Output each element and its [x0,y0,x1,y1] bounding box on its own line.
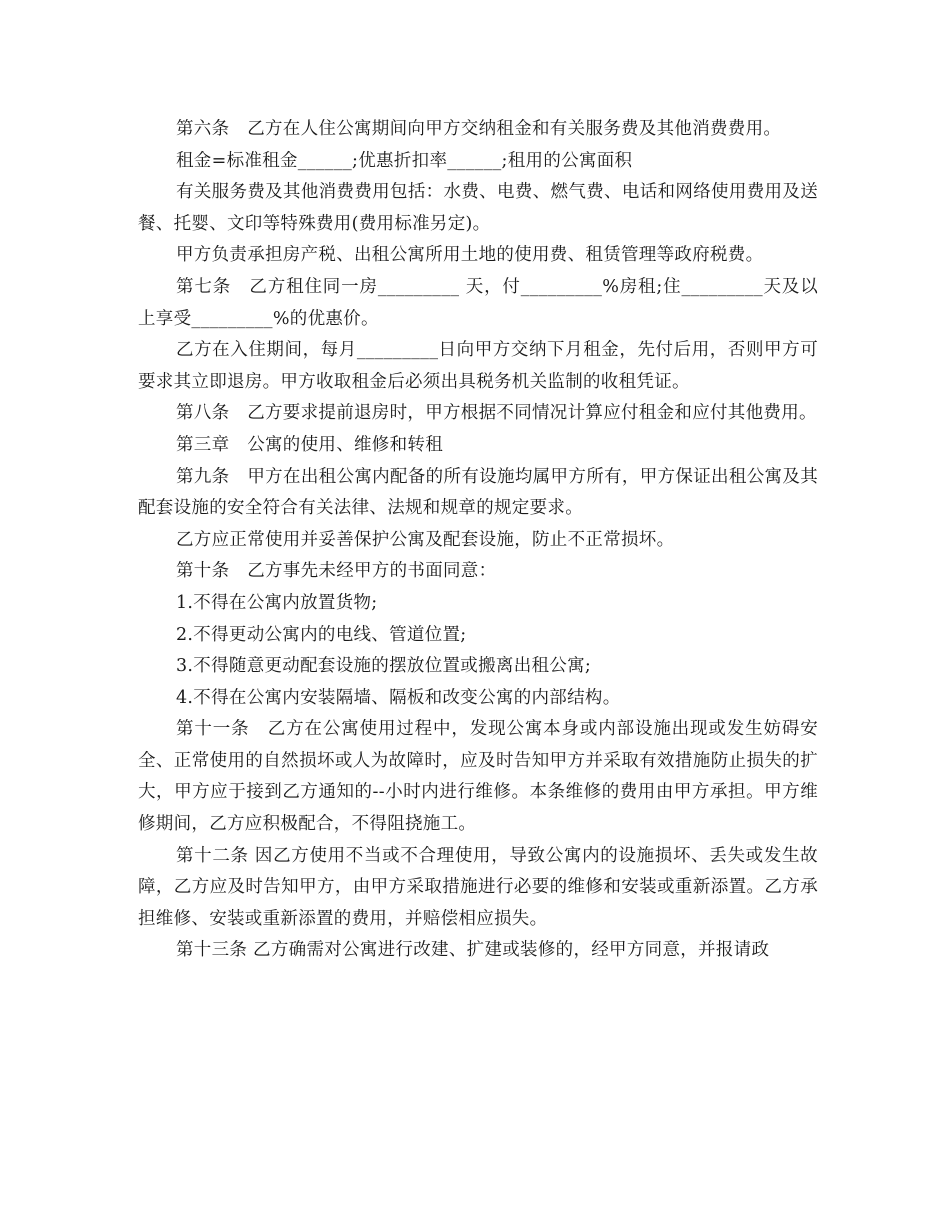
list-item-4: 4.不得在公寓内安装隔墙、隔板和改变公寓的内部结构。 [176,687,621,708]
list-item-3: 3.不得随意更动配套设施的摆放位置或搬离出租公寓; [176,656,592,677]
clause-10: 第十条 乙方事先未经甲方的书面同意： [176,561,497,582]
clause-13: 第十三条 乙方确需对公寓进行改建、扩建或装修的，经甲方同意，并报请政 [176,940,770,961]
clause-11: 第十一条 乙方在公寓使用过程中，发现公寓本身或内部设施出现或发生妨碍安全、正常使用的自然损坏或人为故障时，应及时告知甲方并采取有效措施防止损失的扩大，甲方应于接到乙方通知的--小时内进行维修。本条维修的费用由甲方承担。甲方维修期间，乙方应积极配合，不得阻挠施工。 [138,719,818,835]
monthly-payment: 乙方在入住期间，每月_________日向甲方交纳下月租金，先付后用，否则甲方可要求其立即退房。甲方收取租金后必须出具税务机关监制的收租凭证。 [138,340,818,392]
service-fees: 有关服务费及其他消费费用包括：水费、电费、燃气费、电话和网络使用费用及送餐、托婴、文印等特殊费用(费用标准另定)。 [138,182,818,234]
landlord-taxes: 甲方负责承担房产税、出租公寓所用土地的使用费、租赁管理等政府税费。 [176,245,764,266]
rent-formula: 租金=标准租金______;优惠折扣率______;租用的公寓面积 [176,150,633,171]
list-item-2: 2.不得更动公寓内的电线、管道位置; [176,624,467,645]
document-body [138,114,818,967]
chapter-3-heading: 第三章 公寓的使用、维修和转租 [176,434,443,455]
clause-8: 第八条 乙方要求提前退房时，甲方根据不同情况计算应付租金和应付其他费用。 [176,403,817,424]
clause-9: 第九条 甲方在出租公寓内配备的所有设施均属甲方所有，甲方保证出租公寓及其配套设施的安全符合有关法律、法规和规章的规定要求。 [138,466,818,519]
clause-7: 第七条 乙方租住同一房_________ 天，付_________%房租;住_________天及以上享受_________%的优惠价。 [138,276,818,329]
proper-use: 乙方应正常使用并妥善保护公寓及配套设施，防止不正常损坏。 [176,529,675,550]
clause-12: 第十二条 因乙方使用不当或不合理使用，导致公寓内的设施损坏、丢失或发生故障，乙方应及时告知甲方，由甲方采取措施进行必要的维修和安装或重新添置。乙方承担维修、安装或重新添置的费用，并赔偿相应损失。 [138,845,818,929]
list-item-1: 1.不得在公寓内放置货物; [176,592,378,613]
clause-6: 第六条 乙方在人住公寓期间向甲方交纳租金和有关服务费及其他消费费用。 [176,119,782,139]
